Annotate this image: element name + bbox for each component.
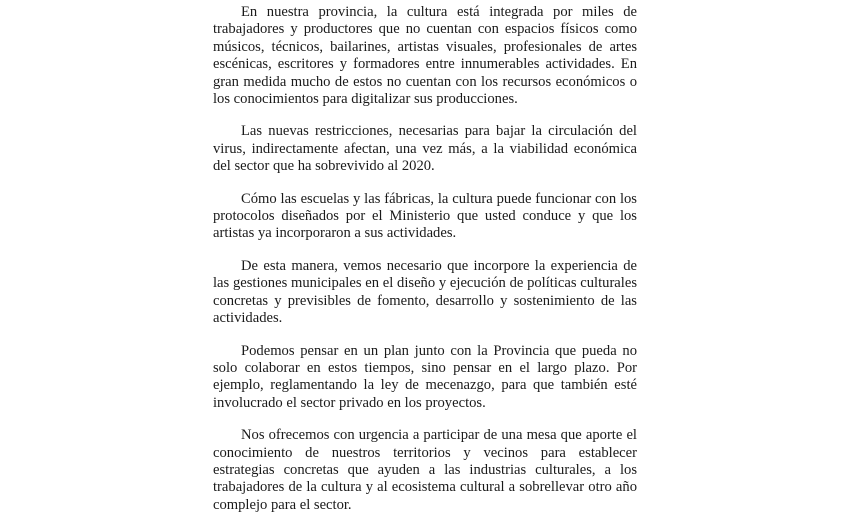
paragraph-6: Nos ofrecemos con urgencia a participar de una mesa que aporte el conocimiento de nuestros territorios y vecinos para establecer estrategias concretas que ayuden a las industrias culturales, a los trabajadores de la cultura y al ecosistema cultural a sobrellevar otro año complejo para el sector. (213, 427, 637, 513)
paragraph-1: En nuestra provincia, la cultura está integrada por miles de trabajadores y productores que no cuentan con espacios físicos como músicos, técnicos, bailarines, artistas visuales, profesionales de artes escénicas, escritores y formadores entre innumerables actividades. En gran medida mucho de estos no cuentan con los recursos económicos o los conocimientos para digitalizar sus producciones. (213, 4, 637, 108)
paragraph-2: Las nuevas restricciones, necesarias para bajar la circulación del virus, indirectamente afectan, una vez más, a la viabilidad económica del sector que ha sobrevivido al 2020. (213, 123, 637, 175)
letter-body (213, 4, 637, 514)
paragraph-3: Cómo las escuelas y las fábricas, la cultura puede funcionar con los protocolos diseñados por el Ministerio que usted conduce y que los artistas ya incorporaron a sus actividades. (213, 190, 637, 242)
paragraph-5: Podemos pensar en un plan junto con la Provincia que pueda no solo colaborar en estos tiempos, sino pensar en el largo plazo. Por ejemplo, reglamentando la ley de mecenazgo, para que también esté involucrado el sector privado en los proyectos. (213, 342, 637, 411)
paragraph-4: De esta manera, vemos necesario que incorpore la experiencia de las gestiones municipales en el diseño y ejecución de políticas culturales concretas y previsibles de fomento, desarrollo y sostenimiento de las actividades. (213, 257, 637, 327)
